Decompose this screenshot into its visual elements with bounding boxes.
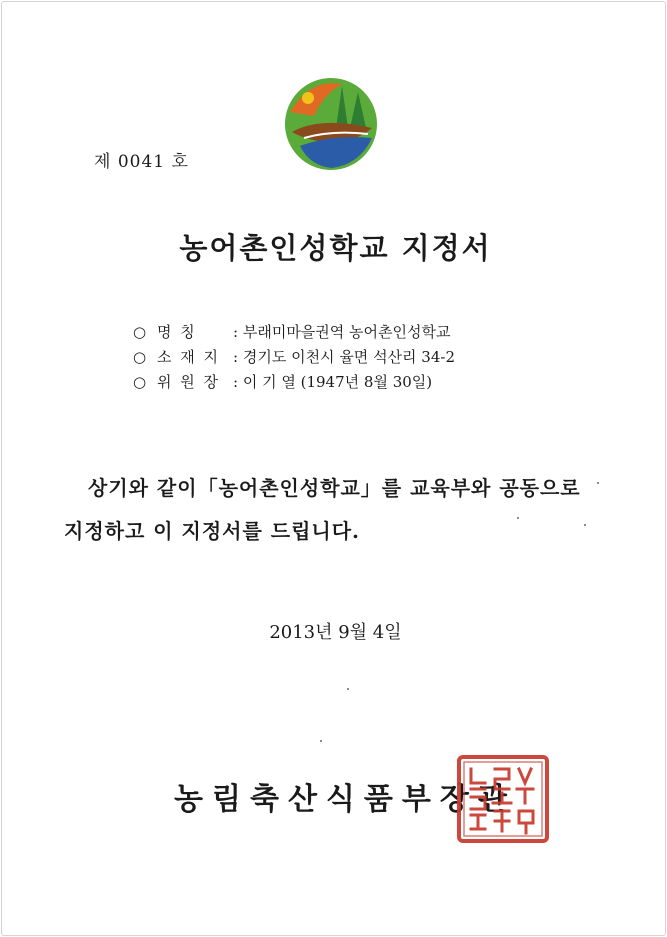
info-key: 위 원 장 bbox=[157, 373, 221, 391]
info-value: 이 기 열 (1947년 8월 30일) bbox=[242, 373, 433, 391]
emblem-logo-icon bbox=[280, 76, 382, 172]
official-seal-icon bbox=[455, 753, 551, 845]
bullet: ○ bbox=[133, 373, 147, 391]
certificate-body bbox=[64, 467, 624, 553]
info-row-chairman bbox=[133, 370, 455, 395]
scan-speck bbox=[584, 524, 586, 526]
info-list bbox=[133, 320, 455, 395]
bullet: ○ bbox=[133, 348, 147, 366]
issue-date: 2013년 9월 4일 bbox=[269, 622, 402, 643]
scan-speck bbox=[597, 482, 599, 484]
info-value: 부래미마을권역 농어촌인성학교 bbox=[242, 323, 451, 341]
body-line-1: 상기와 같이「농어촌인성학교」를 교육부와 공동으로 bbox=[88, 476, 581, 500]
info-value: 경기도 이천시 율면 석산리 34-2 bbox=[242, 348, 456, 366]
scan-speck bbox=[517, 517, 519, 519]
info-row-address bbox=[133, 345, 455, 370]
certificate-page bbox=[1, 1, 666, 936]
info-separator: : bbox=[233, 348, 239, 366]
certificate-title: 농어촌인성학교 지정서 bbox=[179, 231, 492, 265]
scan-speck bbox=[347, 688, 349, 690]
info-separator: : bbox=[233, 373, 239, 391]
info-key: 소 재 지 bbox=[157, 348, 221, 366]
info-key: 명 칭 bbox=[157, 323, 197, 341]
info-row-name bbox=[133, 320, 455, 345]
info-separator: : bbox=[233, 323, 239, 341]
bullet: ○ bbox=[133, 323, 147, 341]
body-line-2: 지정하고 이 지정서를 드립니다. bbox=[64, 519, 361, 543]
certificate-number: 제 0041 호 bbox=[94, 152, 189, 172]
scan-speck bbox=[320, 740, 322, 742]
issuer-name: 농림축산식품부장관 bbox=[174, 782, 516, 817]
